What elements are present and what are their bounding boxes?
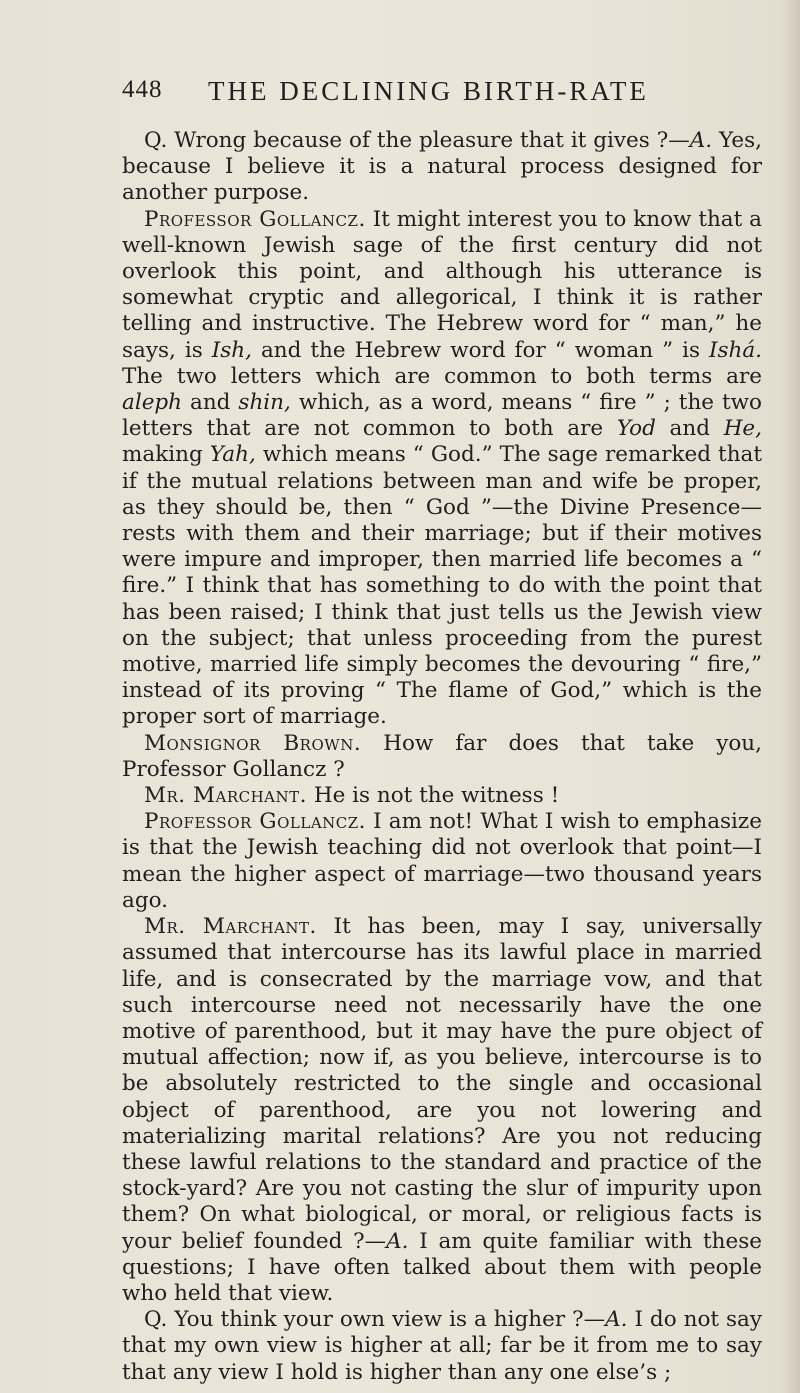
paragraph-question-higher [122, 1307, 762, 1386]
text-segment: which, as a word, means “ fire ” ; the two letters that are not common to both are [122, 390, 762, 442]
paragraph-gollancz-sage [122, 207, 762, 731]
text-segment: The two letters which are common to both terms are [122, 363, 762, 389]
text-segment: Q. Wrong because of the pleasure that it gives ?— [144, 128, 690, 153]
text-segment: I am not! What I wish to emphasize is that the Jewish teaching did not overlook that point—I mean the higher aspect of marriage—two thousand years ago. [122, 809, 762, 913]
text-segment: It might interest you to know that a well-known Jewish sage of the first century did not overlook this point, and although his utterance is somewhat cryptic and allegorical, I think it is rather telling and instructive. The Hebrew word for “ man,” he says, is [122, 206, 762, 363]
hebrew-term: He, [723, 416, 762, 442]
paragraph-gollancz-emphasize [122, 809, 762, 914]
text-segment: I do not say that my own view is higher at all; far be it from me to say that any view I hold is higher than any one else’s ; [122, 1307, 763, 1385]
text-segment: Yes, because I believe it is a natural process designed for another purpose. [122, 128, 762, 206]
text-segment: making [122, 442, 210, 468]
speaker-name: Monsignor Brown. [144, 730, 362, 756]
page-number: 448 [122, 76, 163, 103]
answer-marker: A. [605, 1307, 628, 1333]
text-segment: and [182, 390, 239, 416]
hebrew-term: Ish, [211, 337, 252, 363]
text-segment: It has been, may I say, universally assumed that intercourse has its lawful place in married life, and is consecrated by the marriage vow, and that such intercourse need not necessarily have the one motive of parenthood, but it may have the pure object of mutual affection; now if, as you believe, intercourse is to be absolutely restricted to the single and occasional object of parenthood, are you not lowering and materializing marital relations? Are you not reducing these lawful relations to the standard and practice of the stock-yard? Are you not casting the slur of impurity upon them? On what biological, or moral, or religious facts is your belief founded ?— [122, 914, 762, 1254]
speaker-name: Professor Gollancz. [144, 206, 366, 232]
text-segment: How far does that take you, Professor Gollancz ? [122, 730, 762, 782]
hebrew-term: Yod [616, 416, 656, 442]
paragraph-question-wrong [122, 128, 762, 207]
text-segment: and the Hebrew word for “ woman ” is [251, 337, 709, 363]
text-segment: I am quite familiar with these questions; I have often talked about them with people who held that view. [122, 1228, 762, 1306]
body-text [122, 128, 762, 1386]
text-segment: which means “ God.” The sage remarked that if the mutual relations between man and wife be proper, as they should be, then “ God ”—the Divine Presence—rests with them and their marriage; but if their motives were impure and improper, then married life becomes a “ fire.” I think that has something to do with the point that has been raised; I think that just tells us the Jewish view on the subject; that unless proceeding from the purest motive, married life simply becomes the devouring “ fire,” instead of its proving “ The flame of God,” which is the proper sort of marriage. [122, 442, 762, 730]
answer-marker: A. [689, 128, 713, 153]
running-head [122, 76, 762, 110]
paragraph-marchant-intercourse [122, 914, 762, 1307]
text-segment: He is not the witness ! [306, 783, 560, 809]
hebrew-term: aleph [122, 390, 183, 416]
running-title: THE DECLINING BIRTH-RATE [208, 76, 649, 106]
page-edge-shadow [782, 0, 800, 1393]
hebrew-term: Yah, [209, 442, 256, 468]
hebrew-term: shin, [238, 390, 291, 416]
answer-marker: A. [386, 1228, 409, 1254]
speaker-name: Professor Gollancz. [144, 809, 367, 835]
hebrew-term: Ishá. [708, 337, 762, 363]
paragraph-monsignor-brown [122, 731, 762, 783]
speaker-name: Mr. Marchant. [144, 783, 307, 809]
text-segment: Q. You think your own view is a higher ?— [144, 1307, 606, 1333]
speaker-name: Mr. Marchant. [144, 914, 317, 940]
paragraph-marchant-witness [122, 783, 762, 809]
text-segment: and [655, 416, 724, 442]
